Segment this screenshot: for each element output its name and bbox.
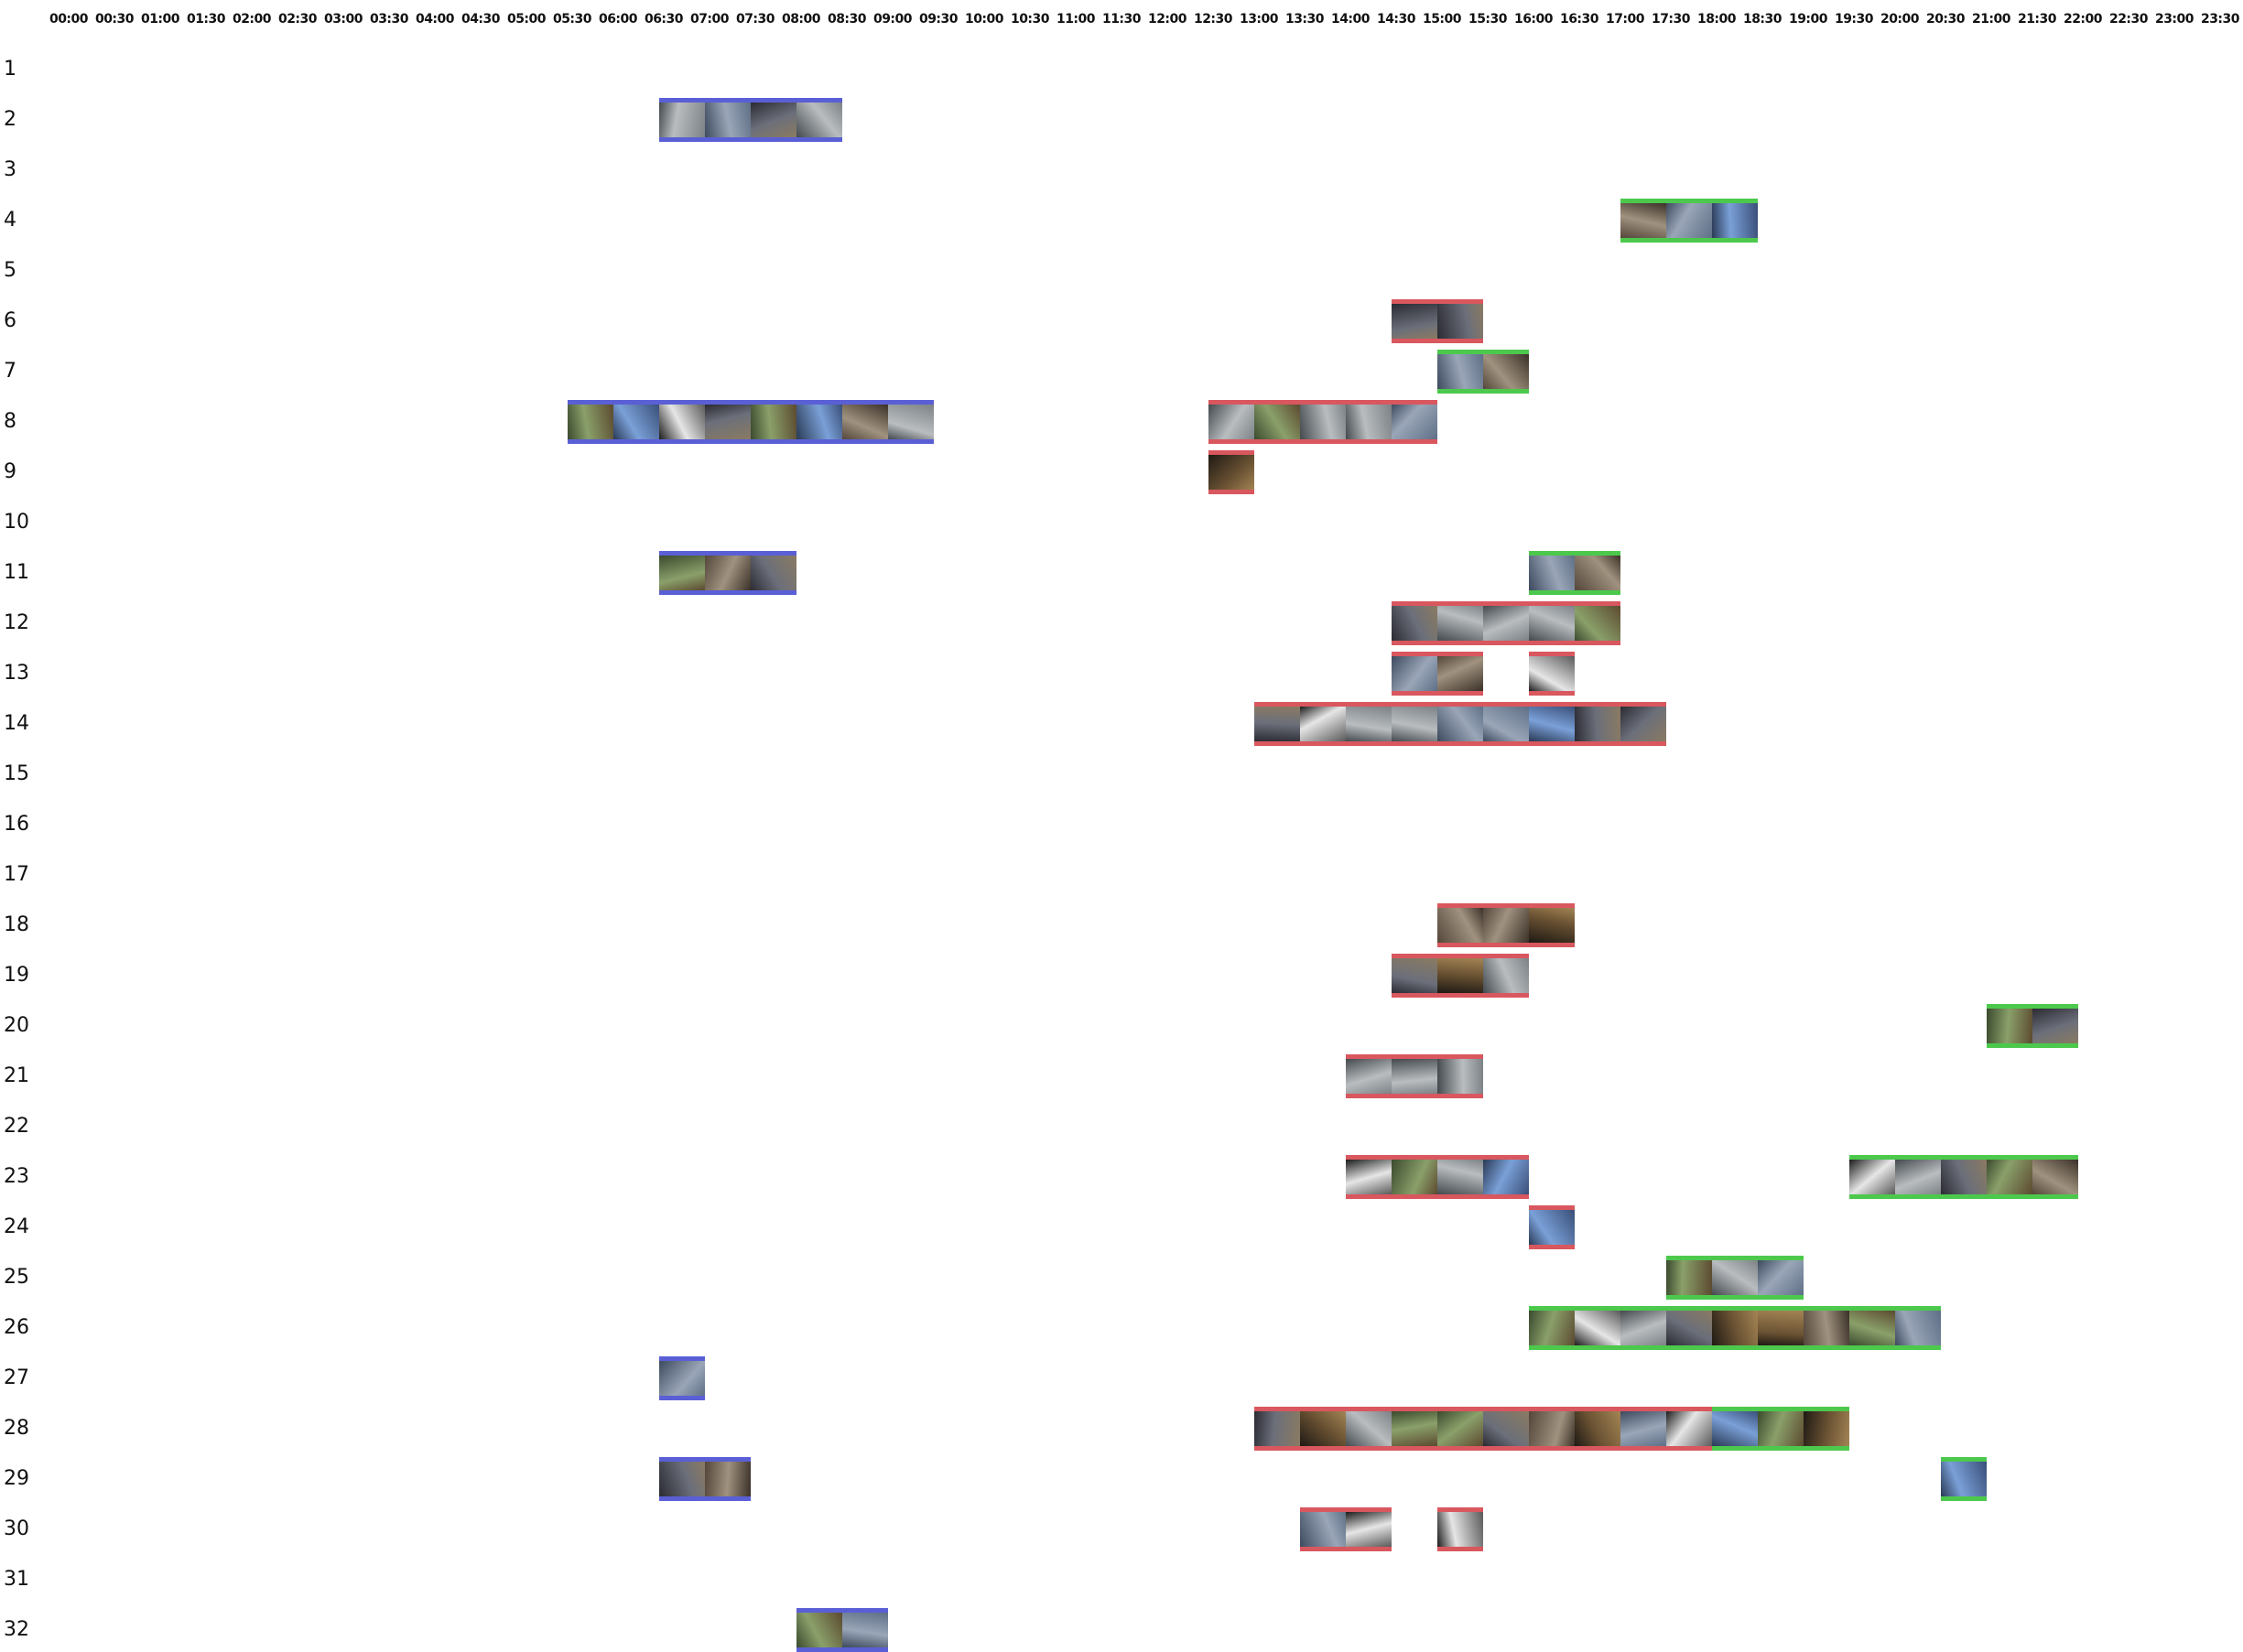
row-label: 18	[4, 913, 29, 936]
x-tick-label: 12:30	[1193, 12, 1233, 27]
x-tick-label: 15:30	[1468, 12, 1508, 27]
x-tick-label: 17:30	[1651, 12, 1691, 27]
row-label: 2	[4, 108, 16, 131]
video-thumbnail	[659, 103, 705, 137]
x-tick-label: 00:30	[94, 12, 135, 27]
row-label: 31	[4, 1568, 29, 1591]
video-thumbnail	[1346, 1059, 1392, 1094]
video-thumbnail	[1804, 1411, 1849, 1446]
timeline-segment[interactable]	[1437, 1507, 1483, 1551]
video-thumbnail	[1849, 1311, 1895, 1345]
row-label: 15	[4, 762, 29, 785]
video-thumbnail	[888, 405, 934, 439]
video-thumbnail	[705, 103, 751, 137]
video-thumbnail	[1666, 1311, 1712, 1345]
video-thumbnail	[705, 405, 751, 439]
video-thumbnail	[1437, 304, 1483, 339]
x-tick-label: 01:00	[140, 12, 180, 27]
video-thumbnail	[1208, 455, 1254, 490]
video-thumbnail	[1254, 405, 1300, 439]
video-thumbnail	[1529, 707, 1575, 741]
video-thumbnail	[1758, 1260, 1804, 1295]
video-thumbnail	[1208, 405, 1254, 439]
video-thumbnail	[2032, 1160, 2078, 1194]
video-thumbnail	[1392, 606, 1437, 641]
row-label: 5	[4, 259, 16, 282]
video-thumbnail	[796, 405, 842, 439]
video-thumbnail	[1666, 1260, 1712, 1295]
x-tick-label: 16:00	[1513, 12, 1554, 27]
video-thumbnail	[1712, 203, 1758, 238]
timeline-segment[interactable]	[1529, 551, 1620, 595]
row-label: 1	[4, 58, 16, 81]
video-thumbnail	[1895, 1160, 1941, 1194]
video-thumbnail	[1346, 1160, 1392, 1194]
video-thumbnail	[1575, 556, 1620, 590]
timeline-segment[interactable]	[1849, 1155, 2078, 1199]
x-tick-label: 04:30	[461, 12, 501, 27]
video-thumbnail	[2032, 1009, 2078, 1043]
row-label: 10	[4, 511, 29, 534]
video-thumbnail	[1529, 1411, 1575, 1446]
timeline-segment[interactable]	[659, 551, 796, 595]
x-tick-label: 01:30	[186, 12, 226, 27]
video-thumbnail	[1300, 707, 1346, 741]
x-tick-label: 00:00	[49, 12, 89, 27]
row-label: 12	[4, 611, 29, 634]
row-label: 9	[4, 460, 16, 483]
x-tick-label: 10:30	[1010, 12, 1050, 27]
video-thumbnail	[1666, 1411, 1712, 1446]
x-tick-label: 18:30	[1742, 12, 1782, 27]
video-thumbnail	[705, 1462, 751, 1496]
video-thumbnail	[1620, 1411, 1666, 1446]
video-thumbnail	[751, 405, 796, 439]
x-tick-label: 11:30	[1101, 12, 1142, 27]
row-label: 16	[4, 813, 29, 836]
video-thumbnail	[1529, 556, 1575, 590]
row-label: 28	[4, 1417, 29, 1440]
video-thumbnail	[1392, 707, 1437, 741]
video-thumbnail	[796, 103, 842, 137]
x-tick-label: 21:30	[2017, 12, 2057, 27]
row-label: 3	[4, 158, 16, 181]
row-label: 27	[4, 1366, 29, 1389]
video-thumbnail	[1346, 707, 1392, 741]
video-thumbnail	[1620, 203, 1666, 238]
video-thumbnail	[1437, 656, 1483, 691]
video-thumbnail	[1849, 1160, 1895, 1194]
video-thumbnail	[1895, 1311, 1941, 1345]
video-thumbnail	[1392, 656, 1437, 691]
row-label: 14	[4, 712, 29, 735]
video-thumbnail	[1483, 354, 1529, 389]
timeline-segment[interactable]	[1300, 1507, 1392, 1551]
x-tick-label: 10:00	[964, 12, 1004, 27]
video-thumbnail	[1437, 354, 1483, 389]
video-thumbnail	[1483, 1160, 1529, 1194]
row-label: 6	[4, 309, 16, 332]
video-thumbnail	[1346, 1411, 1392, 1446]
video-thumbnail	[842, 405, 888, 439]
video-thumbnail	[1620, 707, 1666, 741]
video-thumbnail	[705, 556, 751, 590]
x-tick-label: 21:00	[1971, 12, 2011, 27]
timeline-segment[interactable]	[1941, 1457, 1987, 1501]
row-label: 20	[4, 1014, 29, 1037]
row-label: 17	[4, 863, 29, 886]
timeline-segment[interactable]	[1254, 1407, 1712, 1451]
video-thumbnail	[1987, 1160, 2032, 1194]
video-thumbnail	[1437, 908, 1483, 943]
video-thumbnail	[1254, 707, 1300, 741]
x-tick-label: 06:30	[644, 12, 684, 27]
video-thumbnail	[659, 556, 705, 590]
timeline-segment[interactable]	[1529, 652, 1575, 696]
x-tick-label: 08:00	[781, 12, 821, 27]
timeline-segment[interactable]	[1208, 450, 1254, 494]
video-thumbnail	[1437, 1059, 1483, 1094]
x-tick-label: 09:00	[872, 12, 913, 27]
timeline-segment[interactable]	[1392, 299, 1483, 343]
timeline-segment[interactable]	[1529, 1205, 1575, 1249]
video-thumbnail	[568, 405, 613, 439]
x-tick-label: 22:00	[2063, 12, 2103, 27]
video-thumbnail	[1804, 1311, 1849, 1345]
video-thumbnail	[659, 1462, 705, 1496]
video-thumbnail	[1529, 656, 1575, 691]
x-tick-label: 19:00	[1788, 12, 1828, 27]
row-label: 19	[4, 964, 29, 987]
row-label: 29	[4, 1467, 29, 1490]
timeline-segment[interactable]	[1254, 702, 1666, 746]
x-tick-label: 20:00	[1880, 12, 1920, 27]
row-label: 24	[4, 1215, 29, 1238]
row-label: 22	[4, 1115, 29, 1138]
video-thumbnail	[1941, 1462, 1987, 1496]
x-tick-label: 07:30	[735, 12, 775, 27]
video-thumbnail	[1437, 958, 1483, 993]
x-tick-label: 13:00	[1239, 12, 1279, 27]
video-thumbnail	[1529, 1311, 1575, 1345]
x-tick-label: 02:30	[277, 12, 318, 27]
video-thumbnail	[659, 1361, 705, 1396]
timeline-segment[interactable]	[1392, 954, 1529, 998]
x-tick-label: 18:00	[1696, 12, 1737, 27]
x-tick-label: 06:00	[598, 12, 638, 27]
row-label: 25	[4, 1266, 29, 1289]
video-thumbnail	[1392, 1160, 1437, 1194]
video-thumbnail	[1437, 1160, 1483, 1194]
row-label: 11	[4, 561, 29, 584]
video-thumbnail	[1712, 1260, 1758, 1295]
video-thumbnail	[751, 556, 796, 590]
x-tick-label: 16:30	[1559, 12, 1599, 27]
timeline-segment[interactable]	[568, 400, 934, 444]
video-thumbnail	[1346, 1512, 1392, 1547]
x-tick-label: 23:00	[2154, 12, 2194, 27]
video-thumbnail	[1437, 1411, 1483, 1446]
video-thumbnail	[1483, 908, 1529, 943]
video-thumbnail	[751, 103, 796, 137]
x-tick-label: 04:00	[415, 12, 455, 27]
x-tick-label: 02:00	[232, 12, 272, 27]
x-tick-label: 09:30	[918, 12, 959, 27]
video-thumbnail	[1300, 405, 1346, 439]
row-label: 30	[4, 1517, 29, 1540]
row-label: 8	[4, 410, 16, 433]
x-tick-label: 15:00	[1422, 12, 1462, 27]
row-label: 7	[4, 360, 16, 383]
timeline-segment[interactable]	[1208, 400, 1437, 444]
video-thumbnail	[1758, 1311, 1804, 1345]
video-thumbnail	[1758, 1411, 1804, 1446]
video-thumbnail	[1392, 1059, 1437, 1094]
video-thumbnail	[1575, 606, 1620, 641]
x-tick-label: 17:00	[1605, 12, 1645, 27]
video-thumbnail	[1483, 958, 1529, 993]
video-thumbnail	[1529, 908, 1575, 943]
video-thumbnail	[796, 1613, 842, 1647]
video-thumbnail	[1392, 405, 1437, 439]
video-thumbnail	[1346, 405, 1392, 439]
timeline-segment[interactable]	[1620, 199, 1758, 243]
timeline-segment[interactable]	[659, 1356, 705, 1400]
video-thumbnail	[1529, 606, 1575, 641]
video-thumbnail	[1987, 1009, 2032, 1043]
video-thumbnail	[1941, 1160, 1987, 1194]
row-label: 4	[4, 209, 16, 232]
x-tick-label: 07:00	[689, 12, 730, 27]
timeline-segment[interactable]	[659, 98, 842, 142]
x-tick-label: 19:30	[1834, 12, 1874, 27]
video-thumbnail	[1483, 1411, 1529, 1446]
video-thumbnail	[1666, 203, 1712, 238]
timeline-segment[interactable]	[1346, 1155, 1529, 1199]
video-thumbnail	[1712, 1411, 1758, 1446]
x-tick-label: 13:30	[1284, 12, 1325, 27]
timeline-segment[interactable]	[1437, 350, 1529, 394]
video-thumbnail	[1392, 304, 1437, 339]
timeline-segment[interactable]	[1712, 1407, 1849, 1451]
video-thumbnail	[1254, 1411, 1300, 1446]
video-thumbnail	[1392, 1411, 1437, 1446]
video-thumbnail	[1437, 606, 1483, 641]
x-tick-label: 20:30	[1925, 12, 1966, 27]
video-thumbnail	[1575, 1311, 1620, 1345]
video-thumbnail	[1529, 1210, 1575, 1245]
video-thumbnail	[1300, 1411, 1346, 1446]
x-tick-label: 05:30	[552, 12, 592, 27]
video-thumbnail	[1483, 606, 1529, 641]
video-thumbnail	[1575, 707, 1620, 741]
timeline-segment[interactable]	[1987, 1004, 2078, 1048]
x-tick-label: 14:30	[1376, 12, 1416, 27]
timeline-segment[interactable]	[1392, 601, 1620, 645]
row-label: 32	[4, 1618, 29, 1641]
video-thumbnail	[1575, 1411, 1620, 1446]
video-thumbnail	[613, 405, 659, 439]
x-tick-label: 05:00	[506, 12, 547, 27]
timeline-segment[interactable]	[1666, 1256, 1804, 1300]
timeline-segment[interactable]	[796, 1608, 888, 1652]
timeline-segment[interactable]	[659, 1457, 751, 1501]
x-tick-label: 11:00	[1056, 12, 1096, 27]
x-tick-label: 23:30	[2200, 12, 2240, 27]
row-label: 21	[4, 1064, 29, 1087]
x-tick-label: 03:30	[369, 12, 409, 27]
x-tick-label: 03:00	[323, 12, 363, 27]
timeline-segment[interactable]	[1392, 652, 1483, 696]
video-thumbnail	[1437, 1512, 1483, 1547]
x-tick-label: 12:00	[1147, 12, 1187, 27]
video-thumbnail	[1483, 707, 1529, 741]
video-thumbnail	[1620, 1311, 1666, 1345]
row-label: 13	[4, 662, 29, 685]
video-thumbnail	[1437, 707, 1483, 741]
row-label: 23	[4, 1165, 29, 1188]
video-thumbnail	[659, 405, 705, 439]
timeline-segment[interactable]	[1437, 903, 1575, 947]
x-tick-label: 08:30	[827, 12, 867, 27]
video-thumbnail	[1392, 958, 1437, 993]
row-label: 26	[4, 1316, 29, 1339]
video-thumbnail	[842, 1613, 888, 1647]
video-thumbnail	[1712, 1311, 1758, 1345]
x-tick-label: 14:00	[1330, 12, 1371, 27]
x-tick-label: 22:30	[2108, 12, 2149, 27]
video-thumbnail	[1300, 1512, 1346, 1547]
timeline-segment[interactable]	[1529, 1306, 1941, 1350]
timeline-segment[interactable]	[1346, 1054, 1483, 1098]
